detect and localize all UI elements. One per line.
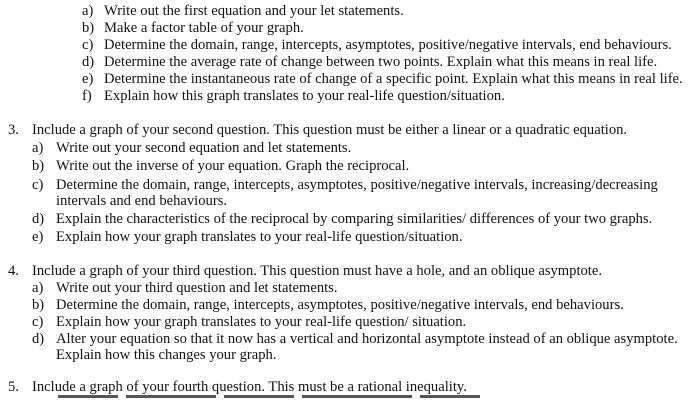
item-label: f) [82, 88, 92, 104]
item-label: c) [32, 177, 44, 193]
item-label: d) [82, 54, 95, 70]
item-label: c) [32, 314, 44, 330]
item-text: Determine the domain, range, intercepts, asymptotes, positive/negative intervals, end behaviours. [104, 37, 672, 53]
item-label: d) [32, 211, 45, 227]
item-text-continued: intervals and end behaviours. [56, 193, 228, 209]
item-text: Alter your equation so that it now has a vertical and horizontal asymptote instead of an oblique asymptote. [56, 331, 678, 347]
item-label: b) [32, 158, 45, 174]
section-number: 5. [8, 379, 19, 395]
section-number: 3. [8, 122, 19, 138]
item-text-continued: Explain how this changes your graph. [56, 347, 277, 363]
item-text: Write out your third question and let statements. [56, 280, 338, 296]
section-heading: Include a graph of your third question. This question must have a hole, and an oblique asymptote. [32, 263, 602, 279]
item-text: Write out the first equation and your let statements. [104, 3, 404, 19]
item-label: c) [82, 37, 94, 53]
item-label: a) [32, 280, 44, 296]
item-label: a) [32, 140, 44, 156]
item-text: Determine the domain, range, intercepts, asymptotes, positive/negative intervals, increasing/decreasing [56, 177, 658, 193]
item-text: Explain how your graph translates to your real-life question/situation. [56, 229, 463, 245]
item-text: Write out the inverse of your equation. Graph the reciprocal. [56, 158, 410, 174]
clipped-text-fragment-bottom [40, 395, 500, 400]
item-text: Explain how your graph translates to your real-life question/ situation. [56, 314, 467, 330]
item-label: b) [82, 20, 95, 36]
section-heading: Include a graph of your second question. This question must be either a linear or a quadratic equation. [32, 122, 628, 138]
section-number: 4. [8, 263, 19, 279]
item-text: Explain how this graph translates to your real-life question/situation. [104, 88, 505, 104]
item-label: e) [32, 229, 44, 245]
item-label: b) [32, 297, 45, 313]
item-text: Determine the average rate of change between two points. Explain what this means in real life. [104, 54, 658, 70]
item-text: Determine the domain, range, intercepts, asymptotes, positive/negative intervals, end behaviours. [56, 297, 624, 313]
item-label: d) [32, 331, 45, 347]
item-label: a) [82, 3, 94, 19]
item-text: Write out your second equation and let statements. [56, 140, 352, 156]
item-text: Determine the instantaneous rate of change of a specific point. Explain what this means in real life. [104, 71, 683, 87]
item-text: Explain the characteristics of the reciprocal by comparing similarities/ differences of your two graphs. [56, 211, 653, 227]
item-text: Make a factor table of your graph. [104, 20, 304, 36]
section-heading: Include a graph of your fourth question. This must be a rational inequality. [32, 379, 467, 395]
item-label: e) [82, 71, 94, 87]
clipped-text-fragment-top [594, 0, 612, 2]
